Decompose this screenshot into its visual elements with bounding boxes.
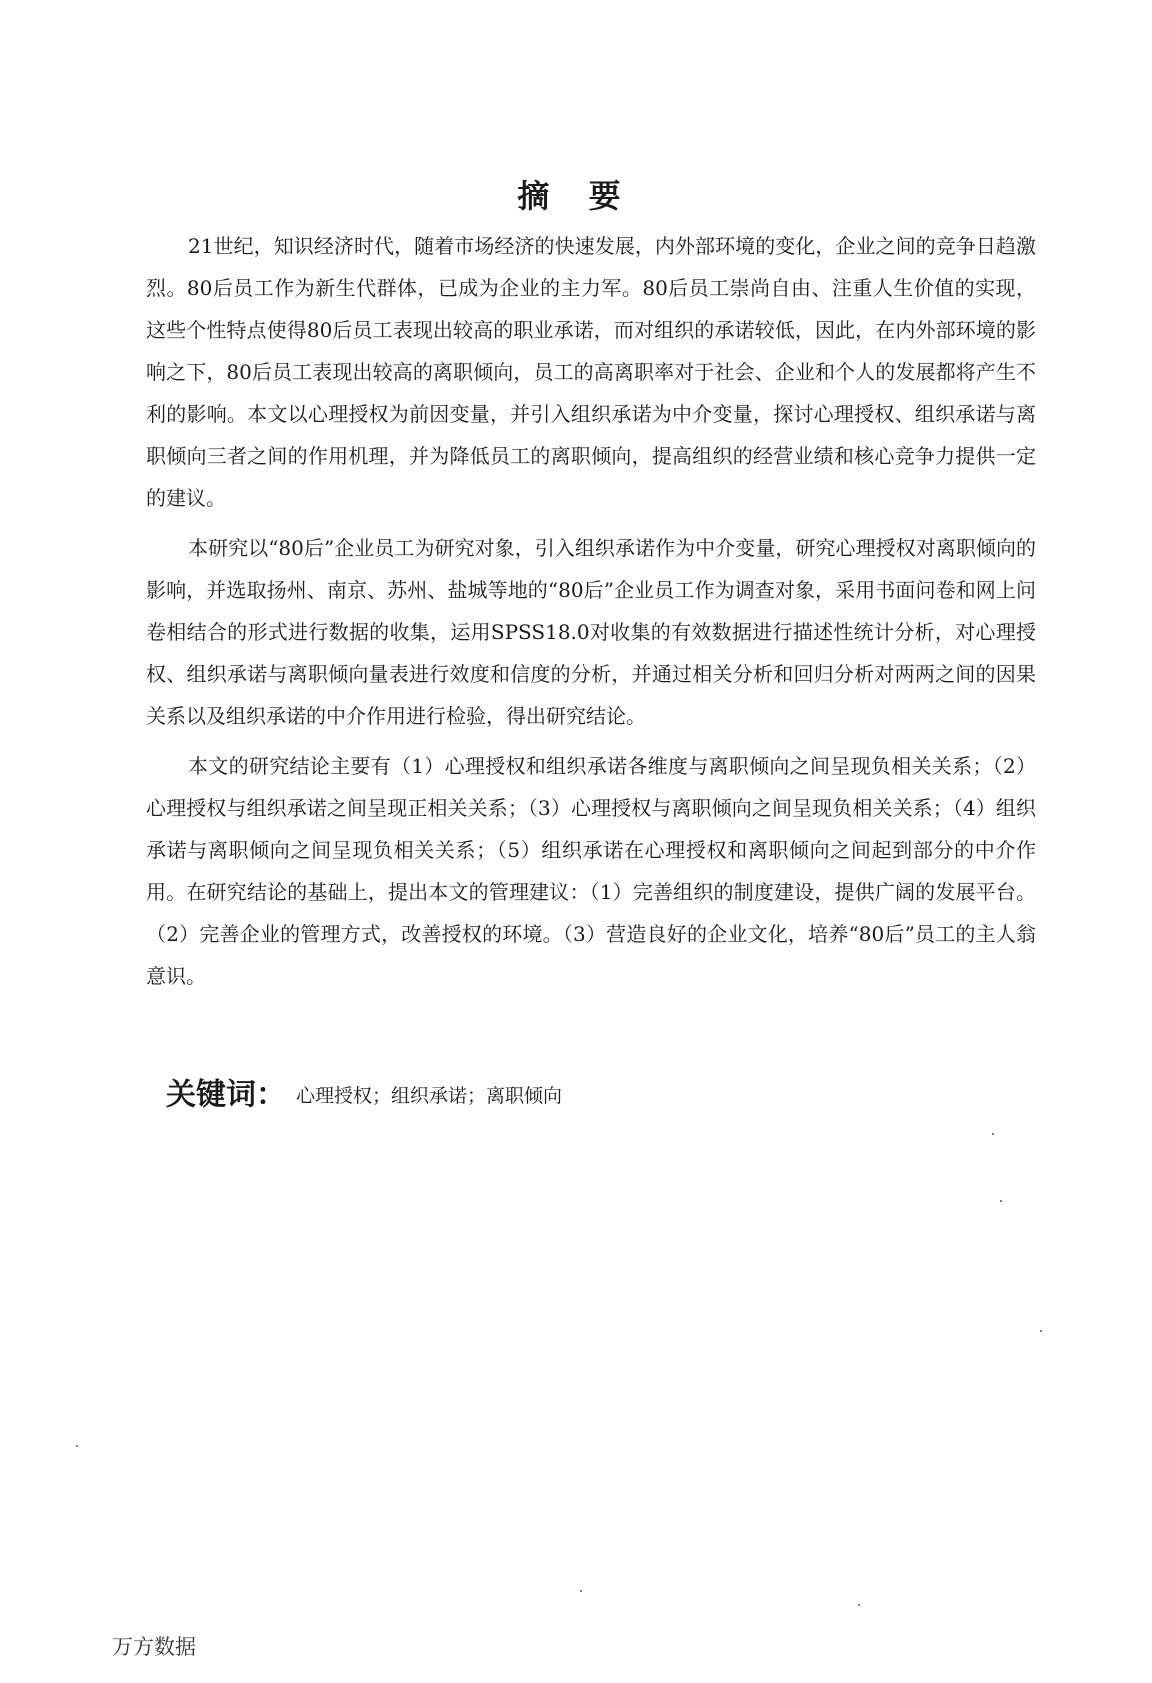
keywords-line <box>166 1075 1026 1116</box>
scan-speck <box>992 1133 994 1135</box>
source-watermark: 万方数据 <box>112 1635 196 1659</box>
keywords-label: 关键词： <box>166 1077 286 1113</box>
scan-speck <box>858 1604 860 1606</box>
keywords-value: 心理授权；组织承诺；离职倾向 <box>296 1084 563 1107</box>
abstract-paragraph: 本研究以“80后”企业员工为研究对象，引入组织承诺作为中介变量，研究心理授权对离职倾向的影响，并选取扬州、南京、苏州、盐城等地的“80后”企业员工作为调查对象，采用书面问卷和网上问卷相结合的形式进行数据的收集，运用SPSS18.0对收集的有效数据进行描述性统计分析，对心理授权、组织承诺与离职倾向量表进行效度和信度的分析，并通过相关分析和回归分析对两两之间的因果关系以及组织承诺的中介作用进行检验，得出研究结论。 <box>146 536 1036 728</box>
scan-speck <box>1040 1330 1042 1332</box>
abstract-paragraph: 本文的研究结论主要有（1）心理授权和组织承诺各维度与离职倾向之间呈现负相关关系；（2）心理授权与组织承诺之间呈现正相关关系；（3）心理授权与离职倾向之间呈现负相关关系；（4）组织承诺与离职倾向之间呈现负相关关系；（5）组织承诺在心理授权和离职倾向之间起到部分的中介作用。在研究结论的基础上，提出本文的管理建议：（1）完善组织的制度建设，提供广阔的发展平台。（2）完善企业的管理方式，改善授权的环境。（3）营造良好的企业文化，培养“80后”员工的主人翁意识。 <box>146 754 1036 988</box>
abstract-title: 摘 要 <box>517 177 635 215</box>
abstract-paragraph: 21世纪，知识经济时代，随着市场经济的快速发展，内外部环境的变化，企业之间的竞争日趋激烈。80后员工作为新生代群体，已成为企业的主力军。80后员工崇尚自由、注重人生价值的实现，这些个性特点使得80后员工表现出较高的职业承诺，而对组织的承诺较低，因此，在内外部环境的影响之下，80后员工表现出较高的离职倾向，员工的高离职率对于社会、企业和个人的发展都将产生不利的影响。本文以心理授权为前因变量，并引入组织承诺为中介变量，探讨心理授权、组织承诺与离职倾向三者之间的作用机理，并为降低员工的离职倾向，提高组织的经营业绩和核心竞争力提供一定的建议。 <box>146 234 1036 510</box>
abstract-body <box>146 225 1036 1005</box>
scan-speck <box>76 1445 78 1447</box>
scan-speck <box>580 1590 582 1592</box>
scan-speck <box>1000 1200 1002 1202</box>
